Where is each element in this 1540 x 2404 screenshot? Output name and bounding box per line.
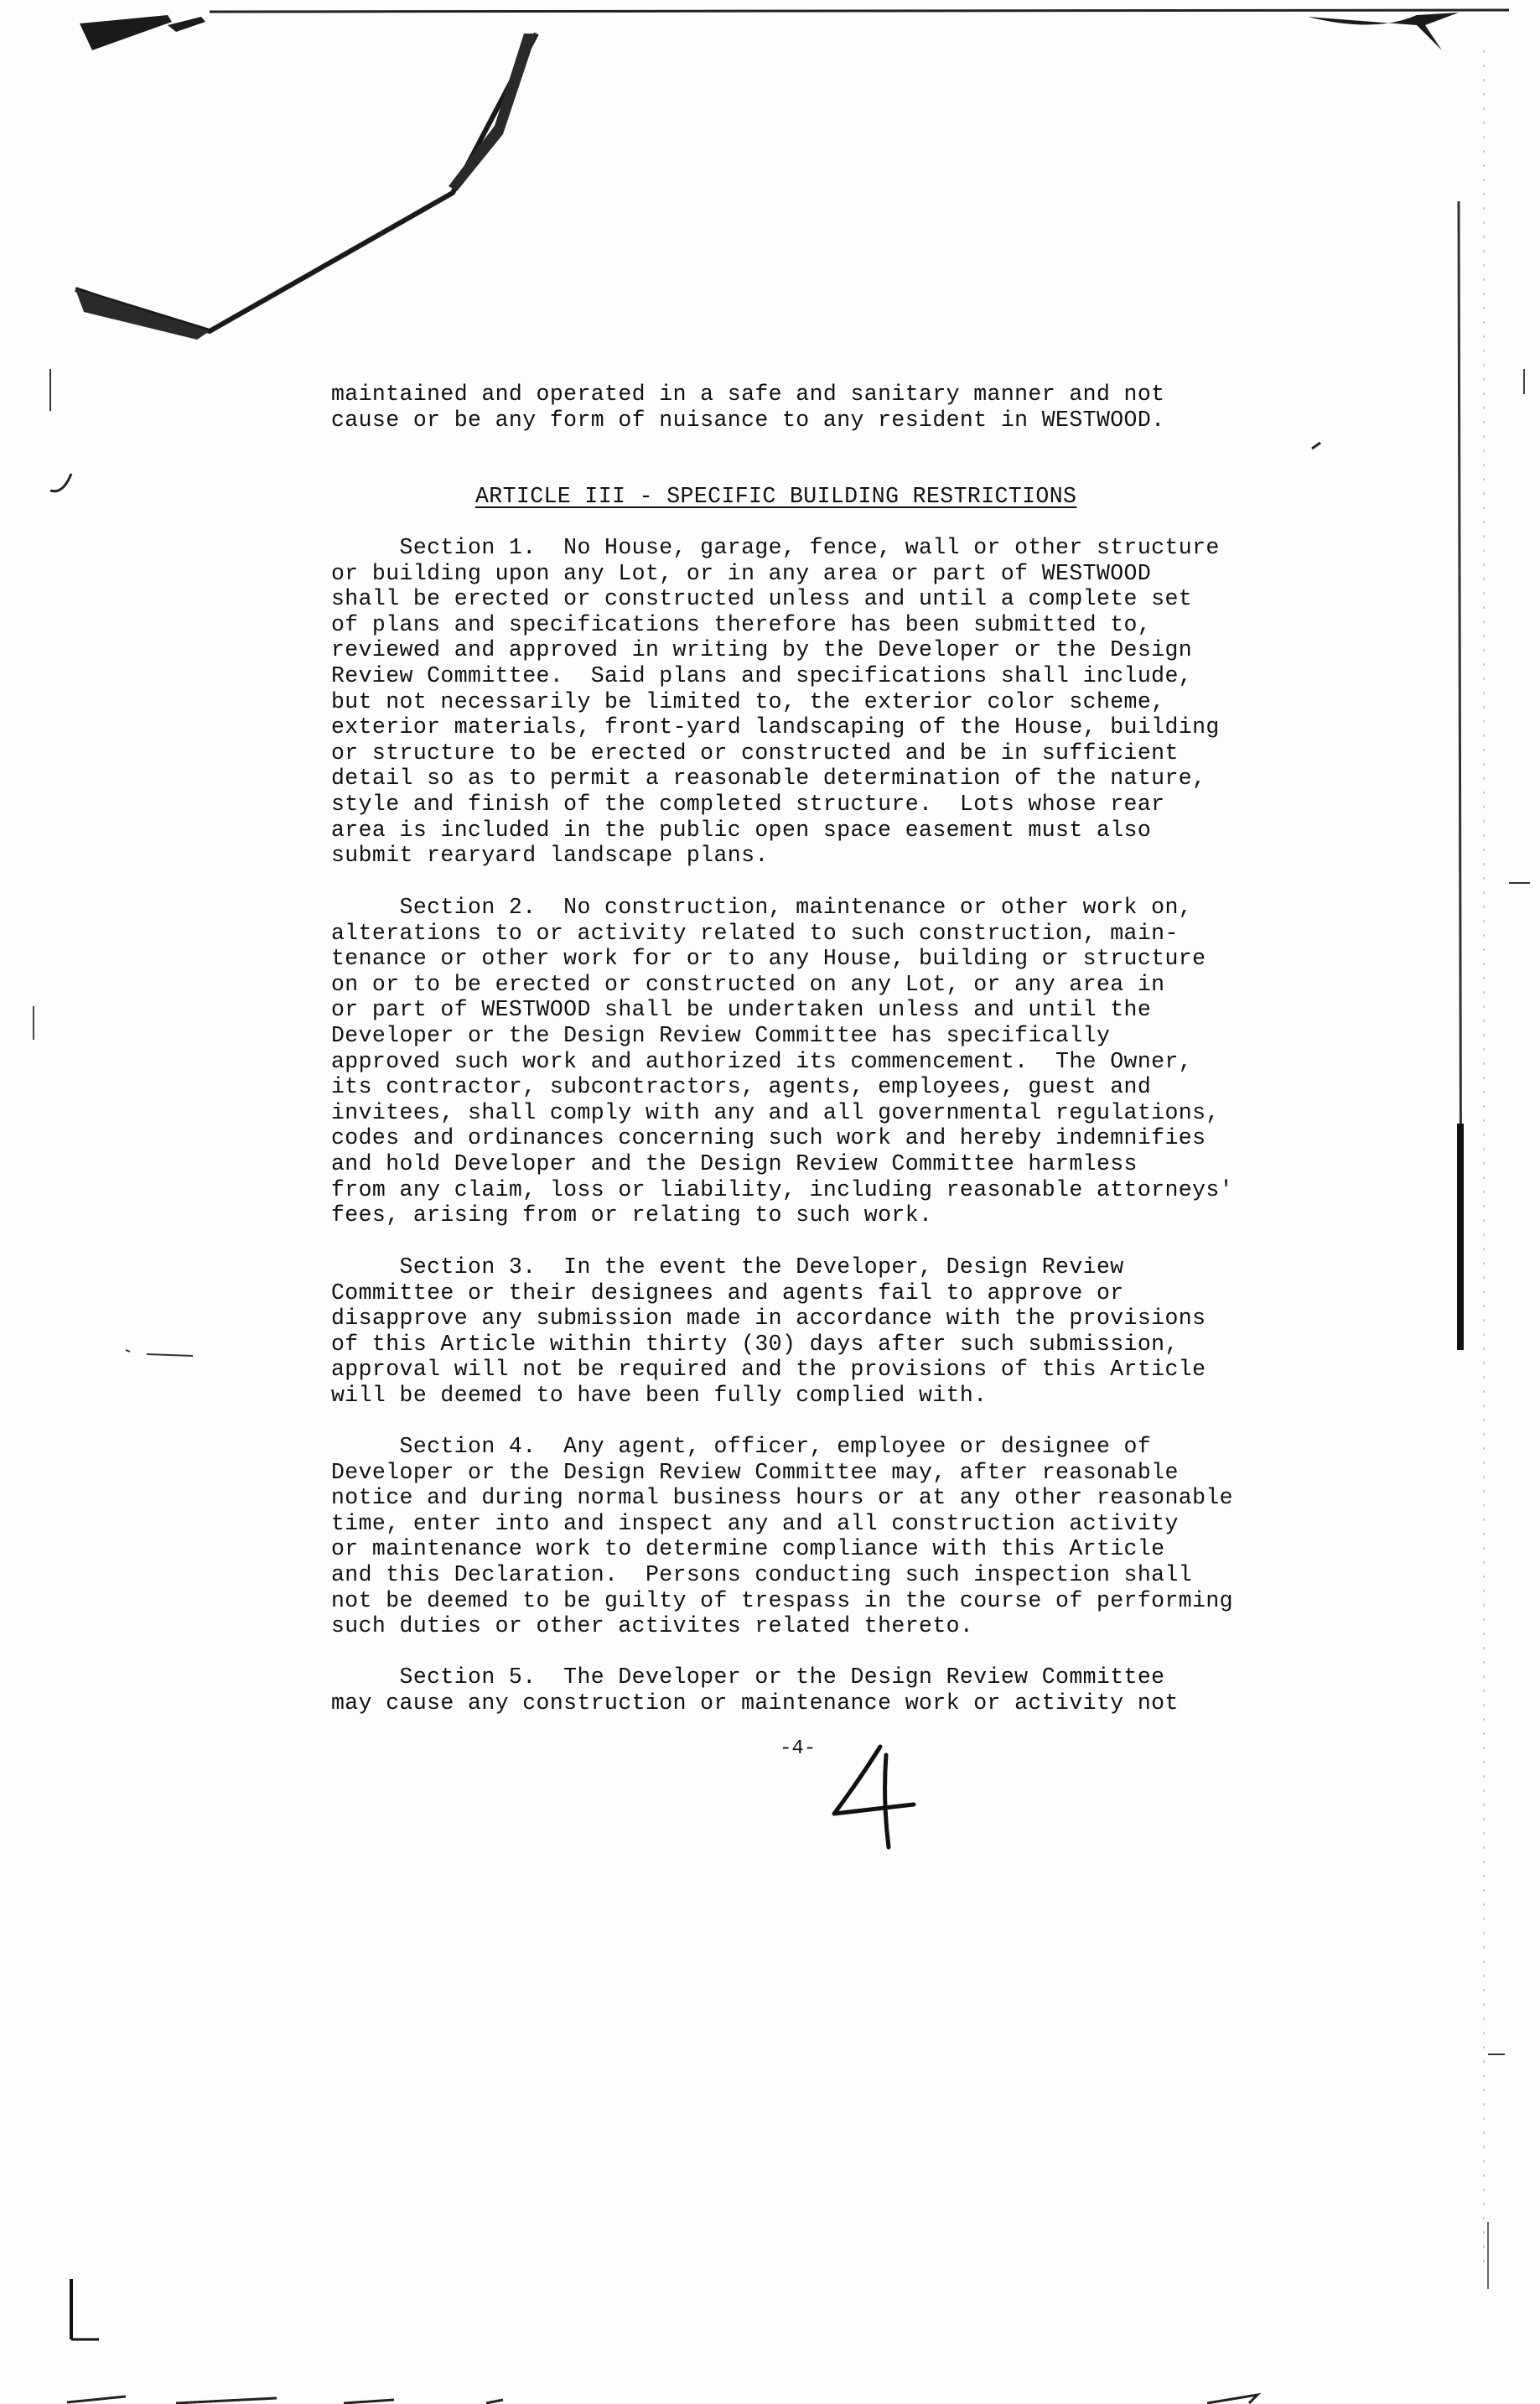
section-2-line: approved such work and authorized its commencement. The Owner, [331,1048,1193,1074]
left-margin-mark [50,474,71,491]
section-4-line: Section 4. Any agent, officer, employee or designee of [331,1434,1152,1459]
stray-mark [1312,443,1320,449]
intro-line-2: cause or be any form of nuisance to any resident in WESTWOOD. [331,407,1165,433]
section-5-paragraph [331,1664,1320,1716]
handwritten-page-number [826,1742,926,1851]
stray-mark [126,1350,193,1356]
bottom-edge-mark [67,2395,1257,2403]
section-2-line: invitees, shall comply with any and all governmental regulations, [331,1099,1220,1125]
section-1-line: submit rearyard landscape plans. [331,843,769,869]
top-edge-line [210,10,1509,12]
section-1-line: but not necessarily be limited to, the exterior color scheme, [331,688,1165,714]
section-1-line: area is included in the public open space easement must also [331,817,1152,843]
section-4-line: or maintenance work to determine compliance with this Article [331,1536,1165,1562]
handwritten-stroke [834,1747,914,1814]
top-edge-mark [1308,13,1459,50]
section-4-line: time, enter into and inspect any and all construction activity [331,1510,1179,1536]
section-2-line: and hold Developer and the Design Review Committee harmless [331,1150,1138,1176]
section-1-line: detail so as to permit a reasonable determination of the nature, [331,766,1206,792]
section-1-line: exterior materials, front-yard landscaping of the House, building [331,714,1220,740]
section-2-paragraph [331,895,1320,1228]
section-1-line: shall be erected or constructed unless and until a complete set [331,586,1193,612]
section-2-line: tenance or other work for or to any House, building or structure [331,946,1206,972]
section-2-line: from any claim, loss or liability, including reasonable attorneys' [331,1176,1233,1202]
section-1-line: or building upon any Lot, or in any area or part of WESTWOOD [331,560,1152,586]
section-3-line: of this Article within thirty (30) days after such submission, [331,1331,1179,1357]
article-heading: ARTICLE III - SPECIFIC BUILDING RESTRICTIONS [475,484,1077,509]
folded-corner-shadow [75,289,210,340]
section-4-line: Developer or the Design Review Committee may, after reasonable [331,1459,1179,1485]
section-2-line: its contractor, subcontractors, agents, employees, guest and [331,1074,1152,1100]
top-edge-mark [80,15,172,50]
section-3-line: disapprove any submission made in accordance with the provisions [331,1306,1206,1332]
section-3-line: approval will not be required and the provisions of this Article [331,1357,1206,1383]
section-1-line: or structure to be erected or constructed and be in sufficient [331,740,1179,766]
intro-paragraph [331,382,1320,433]
folded-corner-edge [75,34,537,331]
section-2-line: fees, arising from or relating to such work. [331,1202,933,1228]
section-1-line: of plans and specifications therefore has been submitted to, [331,611,1152,637]
intro-line-1: maintained and operated in a safe and sanitary manner and not [331,382,1165,407]
section-5-line: Section 5. The Developer or the Design Review Committee [331,1664,1165,1690]
section-4-line: not be deemed to be guilty of trespass in the course of performing [331,1587,1233,1613]
section-2-line: on or to be erected or constructed on any Lot, or any area in [331,971,1165,997]
section-4-paragraph [331,1434,1320,1639]
section-3-paragraph [331,1254,1320,1409]
section-1-line: style and finish of the completed structure. Lots whose rear [331,791,1165,817]
section-2-line: Section 2. No construction, maintenance or other work on, [331,895,1193,920]
section-2-line: alterations to or activity related to such construction, main- [331,920,1179,946]
section-4-line: notice and during normal business hours or at any other reasonable [331,1485,1233,1511]
section-1-line: Section 1. No House, garage, fence, wall or other structure [331,535,1220,560]
section-3-line: will be deemed to have been fully complied with. [331,1382,988,1408]
section-2-line: Developer or the Design Review Committee has specifically [331,1022,1111,1048]
section-4-line: such duties or other activites related thereto. [331,1613,974,1639]
section-3-line: Section 3. In the event the Developer, Design Review [331,1254,1124,1280]
section-5-line: may cause any construction or maintenance work or activity not [331,1690,1179,1716]
section-2-line: or part of WESTWOOD shall be undertaken unless and until the [331,997,1152,1023]
section-2-line: codes and ordinances concerning such work and hereby indemnifies [331,1125,1206,1151]
page-number: -4- [780,1737,817,1760]
section-4-line: and this Declaration. Persons conducting such inspection shall [331,1561,1193,1587]
section-1-line: Review Committee. Said plans and specifications shall include, [331,662,1193,688]
handwritten-stroke [885,1755,889,1847]
section-3-line: Committee or their designees and agents fail to approve or [331,1280,1124,1306]
section-1-line: reviewed and approved in writing by the Developer or the Design [331,637,1193,663]
section-1-paragraph [331,535,1320,869]
top-edge-mark [168,17,205,32]
